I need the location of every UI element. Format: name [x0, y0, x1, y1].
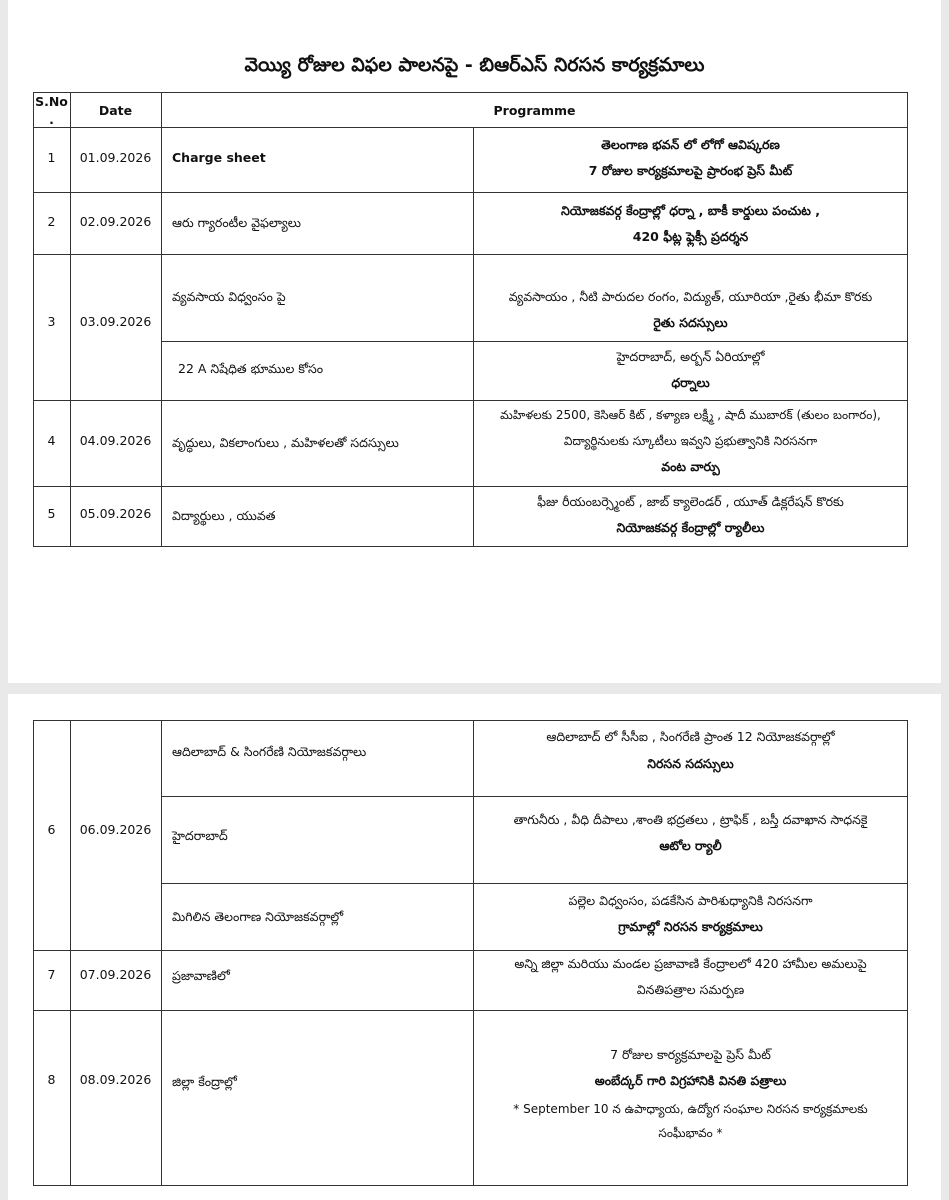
header-sno: S.No .	[35, 94, 68, 127]
row-6-date: 06.09.2026	[79, 822, 152, 837]
row-3-programme-a: వ్యవసాయం , నీటి పారుదల రంగం, విద్యుత్, యూరియా ,రైతు భీమా కొరకు రైతు సదస్సులు	[508, 289, 873, 330]
row-8-date: 08.09.2026	[79, 1072, 152, 1087]
document-page-2	[8, 694, 941, 1200]
row-3-topic-b: 22 A నిషేధిత భూముల కోసం	[178, 361, 324, 376]
row-2-sno: 2	[47, 214, 56, 229]
row-4-programme: మహిళలకు 2500, కెసిఆర్ కిట్ , కళ్యాణ లక్ష్మీ , షాదీ ముబారక్ (తులం బంగారం), విద్యార్థినులకు స్కూటీలు ఇవ్వని ప్రభుత్వానికి నిరసనగా వంట వార్పు	[500, 408, 881, 474]
row-4-topic: వృద్ధులు, వికలాంగులు , మహిళలతో సదస్సులు	[172, 435, 399, 450]
row-7-sno: 7	[47, 967, 56, 982]
row-8-topic: జిల్లా కేంద్రాల్లో	[172, 1074, 237, 1089]
row-6-topic-a: ఆదిలాబాద్ & సింగరేణి నియోజకవర్గాలు	[172, 744, 367, 759]
row-8-programme: 7 రోజుల కార్యక్రమాలపై ప్రెస్ మీట్ అంబేద్కర్ గారి విగ్రహానికి వినతి పత్రాలు * September 10 న ఉపాధ్యాయ, ఉద్యోగ సంఘాల నిరసన కార్యక్రమాలకు సంఘీభావం *	[513, 1047, 868, 1140]
row-2-date: 02.09.2026	[79, 214, 152, 229]
row-5-date: 05.09.2026	[79, 506, 152, 521]
row-5-topic: విద్యార్థులు , యువత	[172, 508, 276, 523]
row-2-topic: ఆరు గ్యారంటీల వైఫల్యాలు	[172, 215, 301, 230]
row-7-topic: ప్రజావాణిలో	[172, 968, 230, 983]
header-programme: Programme	[493, 103, 576, 118]
row-3-date: 03.09.2026	[79, 314, 152, 329]
row-7-date: 07.09.2026	[79, 967, 152, 982]
row-1-programme: తెలంగాణ భవన్ లో లోగో ఆవిష్కరణ 7 రోజుల కార్యక్రమాలపై ప్రారంభ ప్రెస్ మీట్	[588, 137, 793, 178]
row-2-programme: నియోజకవర్గ కేంద్రాల్లో ధర్నా , బాకీ కార్డులు పంచుట , 420 ఫీట్ల ఫ్లెక్సీ ప్రదర్శన	[560, 203, 821, 244]
row-8-sno: 8	[47, 1072, 56, 1087]
row-3-sno: 3	[47, 314, 56, 329]
row-3-topic-a: వ్యవసాయ విధ్వంసం పై	[172, 289, 286, 304]
schedule-table-part-1	[33, 92, 908, 547]
row-1-topic: Charge sheet	[172, 150, 266, 165]
row-1-date: 01.09.2026	[79, 150, 152, 165]
row-6-sno: 6	[47, 822, 56, 837]
row-6-programme-c: పల్లెల విధ్వంసం, పడకేసిన పారిశుధ్యానికి నిరసనగా గ్రామాల్లో నిరసన కార్యక్రమాలు	[568, 893, 813, 934]
schedule-table-part-2	[33, 720, 908, 1185]
header-date: Date	[98, 103, 133, 118]
row-6-topic-b: హైదరాబాద్	[172, 828, 228, 843]
document-page-1	[8, 0, 941, 683]
row-6-programme-a: ఆదిలాబాద్ లో సీసీఐ , సింగరేణి ప్రాంత 12 నియోజకవర్గాల్లో నిరసన సదస్సులు	[546, 729, 835, 771]
row-6-programme-b: తాగునీరు , వీధి దీపాలు ,శాంతి భద్రతలు , ట్రాఫిక్ , బస్తీ దవాఖాన సాధనకై ఆటోల ర్యాలీ	[513, 812, 868, 853]
row-5-sno: 5	[47, 506, 56, 521]
row-5-programme: ఫీజు రీయంబర్స్మెంట్ , జాబ్ క్యాలెండర్ , యూత్ డిక్లరేషన్ కొరకు నియోజకవర్గ కేంద్రాల్లో ర్యాలీలు	[537, 494, 844, 535]
row-1-sno: 1	[47, 150, 56, 165]
row-4-sno: 4	[47, 433, 56, 448]
row-4-date: 04.09.2026	[79, 433, 152, 448]
document-title: వెయ్యి రోజుల విఫల పాలనపై - బిఆర్ఎస్ నిరసన కార్యక్రమాలు	[244, 54, 705, 76]
row-7-programme: అన్ని జిల్లా మరియు మండల ప్రజావాణి కేంద్రాలలో 420 హామీల అమలుపై వినతిపత్రాల సమర్పణ	[514, 956, 867, 997]
row-6-topic-c: మిగిలిన తెలంగాణ నియోజకవర్గాల్లో	[172, 909, 344, 924]
row-3-programme-b: హైదరాబాద్, అర్బన్ ఏరియాల్లో ధర్నాలు	[616, 349, 765, 390]
